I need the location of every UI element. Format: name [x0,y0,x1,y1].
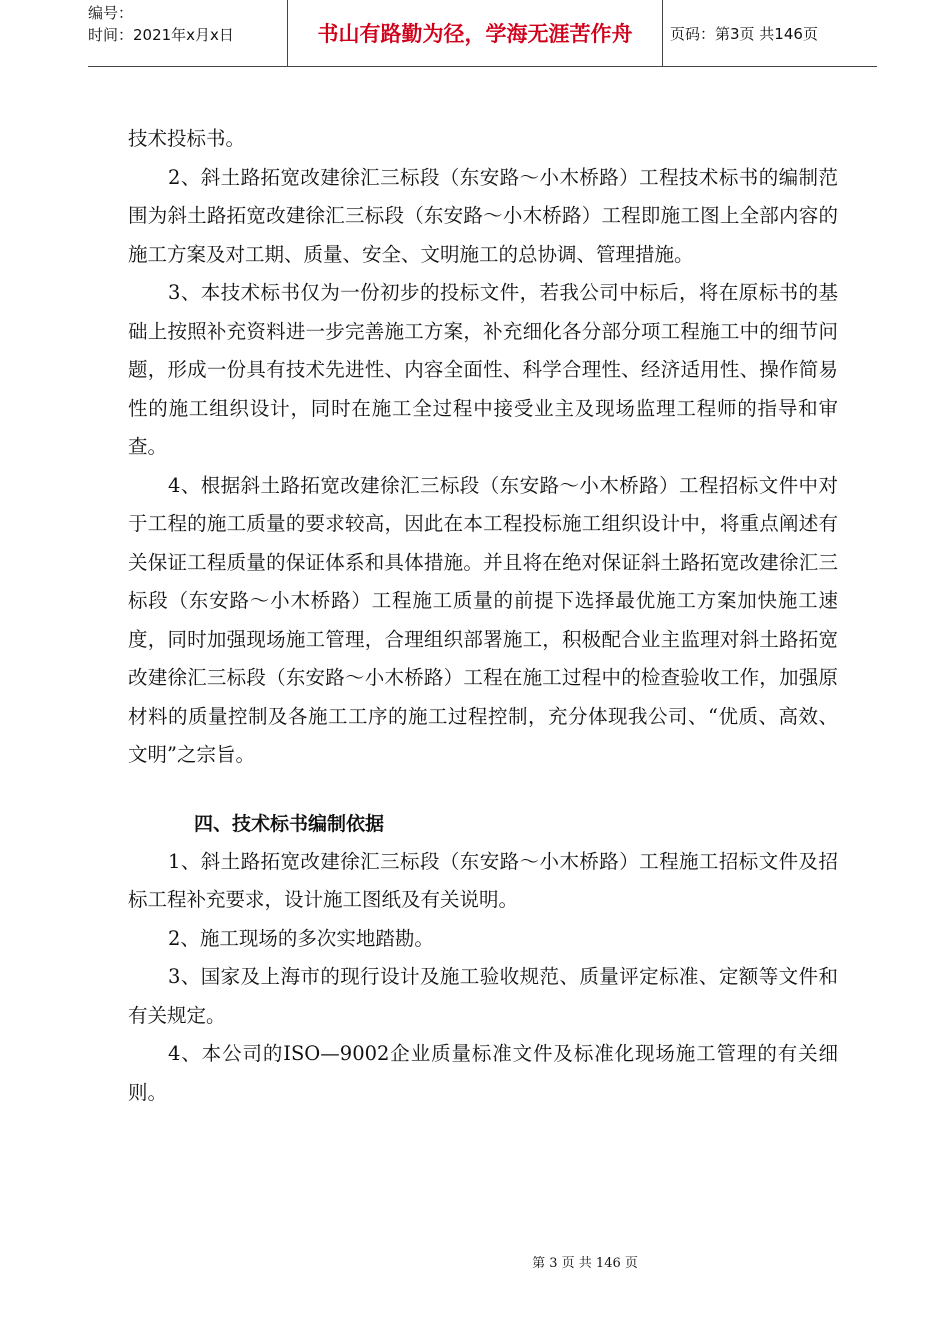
basis-item-4: 4、本公司的ISO—9002企业质量标准文件及标准化现场施工管理的有关细则。 [128,1042,838,1104]
number-label: 编号： [88,4,134,22]
paragraph-item-2: 2、斜土路拓宽改建徐汇三标段（东安路～小木桥路）工程技术标书的编制范围为斜土路拓宽改建徐汇三标段（东安路～小木桥路）工程即施工图上全部内容的施工方案及对工期、质量、安全、文明施工的总协调、管理措施。 [128,165,838,266]
date-label: 时间：2021年x月x日 [88,26,234,44]
header-meta [88,0,288,66]
page-footer: 第 3 页 共 146 页 [532,1256,638,1271]
paragraph-continuation: 技术投标书。 [128,127,246,150]
paragraph-item-3: 3、本技术标书仅为一份初步的投标文件，若我公司中标后，将在原标书的基础上按照补充资料进一步完善施工方案，补充细化各分部分项工程施工中的细节问题，形成一份具有技术先进性、内容全面性、科学合理性、经济适用性、操作简易性的施工组织设计，同时在施工全过程中接受业主及现场监理工程师的指导和审查。 [128,281,838,458]
basis-item-1: 1、斜土路拓宽改建徐汇三标段（东安路～小木桥路）工程施工招标文件及招标工程补充要求，设计施工图纸及有关说明。 [128,849,838,911]
basis-item-3: 3、国家及上海市的现行设计及施工验收规范、质量评定标准、定额等文件和有关规定。 [128,965,838,1027]
document-body [128,120,838,1112]
basis-item-2: 2、施工现场的多次实地踏勘。 [168,926,434,950]
header-motto: 书山有路勤为径，学海无涯苦作舟 [288,0,663,66]
page-header [88,0,877,67]
section-heading: 四、技术标书编制依据 [194,812,385,835]
paragraph-item-4: 4、根据斜土路拓宽改建徐汇三标段（东安路～小木桥路）工程招标文件中对于工程的施工质量的要求较高，因此在本工程投标施工组织设计中，将重点阐述有关保证工程质量的保证体系和具体措施。并且将在绝对保证斜土路拓宽改建徐汇三标段（东安路～小木桥路）工程施工质量的前提下选择最优施工方案加快施工速度，同时加强现场施工管理，合理组织部署施工，积极配合业主监理对斜土路拓宽改建徐汇三标段（东安路～小木桥路）工程在施工过程中的检查验收工作，加强原材料的质量控制及各施工工序的施工过程控制，充分体现我公司、“优质、高效、文明”之宗旨。 [128,473,838,766]
header-page-info: 页码：第3页 共146页 [670,24,818,43]
